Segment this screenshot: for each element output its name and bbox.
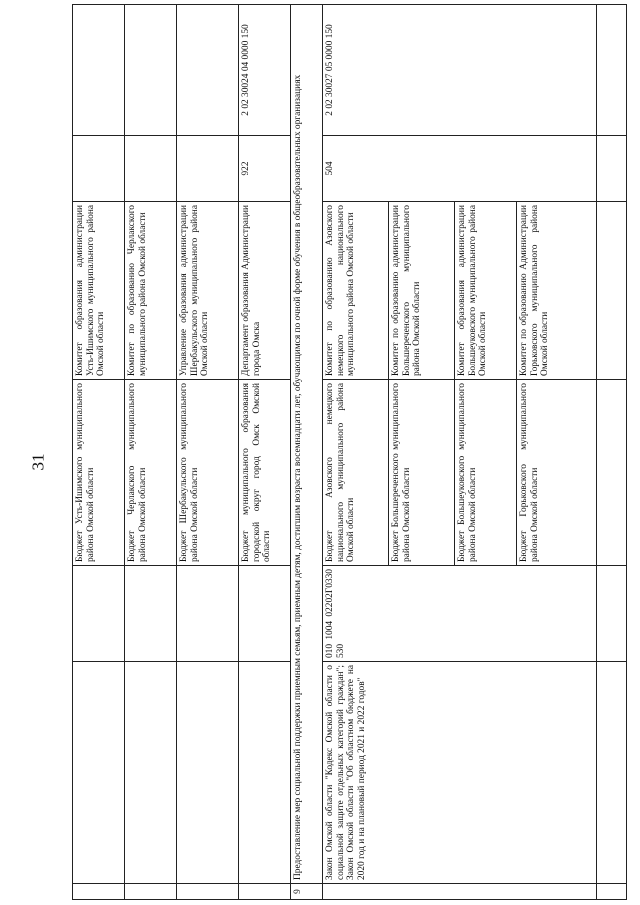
budget-cell: Бюджет Большеуковского муниципального района Омской области xyxy=(455,380,517,566)
table-row xyxy=(73,5,125,900)
kbk-cell xyxy=(125,5,177,136)
budget-cell: Бюджет Шербакульского муниципального района Омской области xyxy=(177,380,239,566)
classification-cell: 010 1004 02202Г0330 530 xyxy=(323,566,597,662)
section-header-row xyxy=(291,5,323,900)
admin-cell: Управление образования администрации Шербакульского муниципального района Омской области xyxy=(177,202,239,380)
table-row xyxy=(177,5,239,900)
admin-cell: Комитет образования администрации Большеуковского муниципального района Омской области xyxy=(455,202,517,380)
admin-cell: Комитет по образованию Черлакского муниципального района Омской области xyxy=(125,202,177,380)
budget-cell: Бюджет Азовского немецкого национального муниципального района Омской области xyxy=(323,380,389,566)
code-cell xyxy=(125,136,177,202)
budget-cell: Бюджет муниципального образования городской округ город Омск Омской области xyxy=(239,380,291,566)
budget-cell: Бюджет Черлакского муниципального района Омской области xyxy=(125,380,177,566)
code-cell xyxy=(177,136,239,202)
section-title: Предоставление мер социальной поддержки приемным семьям, приемным детям, достигшим возраста восемнадцати лет, обучающимся по очной форме обучения в общеобразовательных организациях xyxy=(291,5,323,884)
admin-cell: Комитет по образованию Администрации Горьковского муниципального района Омской области xyxy=(517,202,597,380)
table-row xyxy=(125,5,177,900)
rotated-table-container xyxy=(72,5,634,900)
budget-table xyxy=(72,4,627,900)
code-cell: 504 xyxy=(323,136,597,202)
kbk-cell: 2 02 30027 05 0000 150 xyxy=(323,5,597,136)
admin-cell: Комитет по образованию Азовского немецкого национального муниципального района Омской области xyxy=(323,202,389,380)
budget-cell: Бюджет Усть-Ишимского муниципального района Омской области xyxy=(73,380,125,566)
law-cell: Закон Омской области "Кодекс Омской области о социальной защите отдельных категорий граждан"; Закон Омской области "Об областном бюджете на 2020 год и на плановый период 2021 и 2022 годов" xyxy=(323,662,597,884)
table-row xyxy=(239,5,291,900)
budget-cell: Бюджет Большереченского муниципального района Омской области xyxy=(389,380,455,566)
admin-cell: Комитет образования администрации Усть-Ишимского муниципального района Омской области xyxy=(73,202,125,380)
admin-cell: Департамент образования Администрации города Омска xyxy=(239,202,291,380)
kbk-cell xyxy=(177,5,239,136)
kbk-cell: 2 02 30024 04 0000 150 xyxy=(239,5,291,136)
code-cell: 922 xyxy=(239,136,291,202)
admin-cell: Комитет по образованию администрации Большереченского муниципального района Омской области xyxy=(389,202,455,380)
table-row xyxy=(323,5,389,900)
table-row xyxy=(597,5,627,900)
code-cell xyxy=(73,136,125,202)
kbk-cell xyxy=(73,5,125,136)
budget-cell: Бюджет Горьковского муниципального района Омской области xyxy=(517,380,597,566)
page-number: 31 xyxy=(28,453,48,471)
section-number: 9 xyxy=(291,884,323,900)
